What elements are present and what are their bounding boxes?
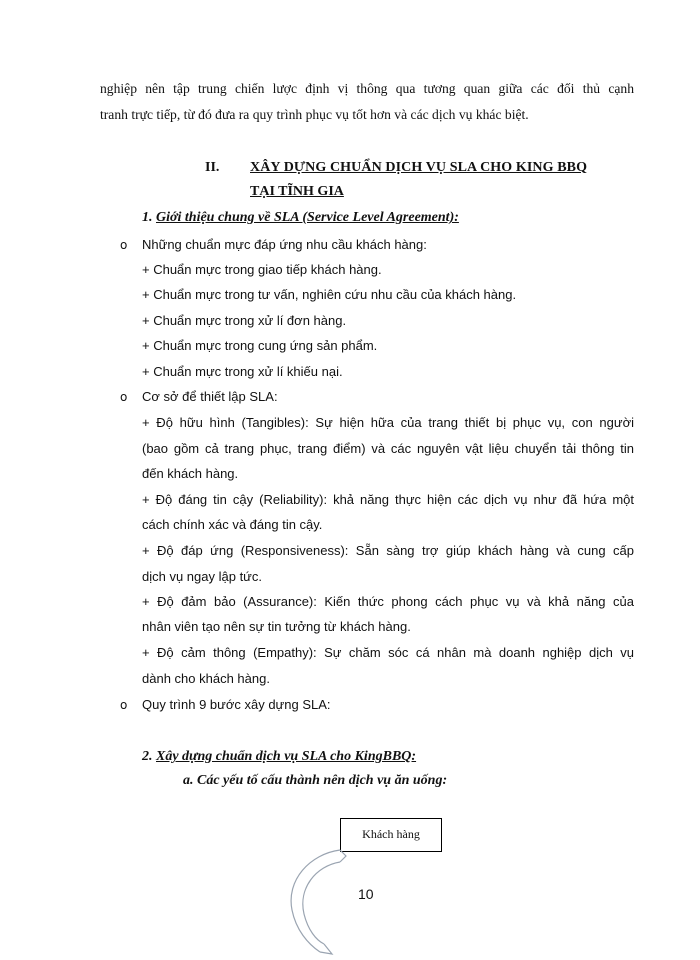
intro-line-1: nghiệp nên tập trung chiến lược định vị thông qua tương quan giữa các đối thủ cạnh	[100, 81, 634, 96]
responsiveness-line-2: dịch vụ ngay lập tức.	[142, 569, 262, 584]
standards-heading: Những chuẩn mực đáp ứng nhu cầu khách hàng:	[142, 237, 427, 252]
curved-arrow-icon	[270, 840, 350, 960]
subsection-2a-heading	[183, 772, 447, 790]
bullet-circle-icon: o	[120, 238, 128, 252]
basis-heading: Cơ sở để thiết lập SLA:	[142, 389, 278, 404]
reliability-line-2: cách chính xác và đáng tin cậy.	[142, 517, 323, 532]
standards-item: + Chuẩn mực trong giao tiếp khách hàng.	[142, 262, 382, 277]
empathy-line-1: + Độ cảm thông (Empathy): Sự chăm sóc cá nhân mà doanh nghiệp dịch vụ	[142, 645, 634, 660]
standards-item: + Chuẩn mực trong tư vấn, nghiên cứu nhu cầu của khách hàng.	[142, 287, 517, 302]
bullet-circle-icon: o	[120, 390, 128, 404]
assurance-line-1: + Độ đảm bảo (Assurance): Kiến thức phong cách phục vụ và khả năng của	[142, 594, 634, 609]
empathy-line-2: dành cho khách hàng.	[142, 671, 270, 686]
subsection-2a-letter: a.	[183, 773, 194, 788]
section-title-line-2: TẠI TĨNH GIA	[250, 184, 344, 199]
assurance-line-2: nhân viên tạo nên sự tin tưởng từ khách hàng.	[142, 619, 411, 634]
responsiveness-line-1: + Độ đáp ứng (Responsiveness): Sẵn sàng trợ giúp khách hàng và cung cấp	[142, 543, 634, 558]
subsection-2a-title: Các yếu tố cấu thành nên dịch vụ ăn uống:	[197, 773, 448, 788]
subsection-2-number: 2.	[142, 749, 153, 764]
tangibles-line-3: đến khách hàng.	[142, 466, 239, 481]
subsection-1-heading	[142, 209, 459, 227]
customer-box	[340, 818, 442, 852]
section-title-line-1: XÂY DỰNG CHUẨN DỊCH VỤ SLA CHO KING BBQ	[250, 160, 588, 175]
tangibles-line-1: + Độ hữu hình (Tangibles): Sự hiện hữa của trang thiết bị phục vụ, con người	[142, 415, 634, 430]
subsection-2-title: Xây dựng chuẩn dịch vụ SLA cho KingBBQ:	[156, 749, 417, 764]
section-numeral: II.	[205, 160, 220, 175]
page-number: 10	[358, 886, 374, 902]
process-heading: Quy trình 9 bước xây dựng SLA:	[142, 697, 331, 712]
standards-item: + Chuẩn mực trong xử lí khiếu nại.	[142, 364, 343, 379]
standards-item: + Chuẩn mực trong cung ứng sản phẩm.	[142, 338, 378, 353]
standards-item: + Chuẩn mực trong xử lí đơn hàng.	[142, 313, 347, 328]
tangibles-line-2: (bao gồm cả trang phục, trang điểm) và các nguyên vật liệu chuyển tải thông tin	[142, 441, 634, 456]
subsection-1-number: 1.	[142, 210, 153, 225]
reliability-line-1: + Độ đáng tin cậy (Reliability): khả năng thực hiện các dịch vụ như đã hứa một	[142, 492, 634, 507]
subsection-1-title: Giới thiệu chung về SLA (Service Level Agreement):	[156, 210, 459, 225]
subsection-2-heading	[142, 748, 416, 766]
customer-box-label: Khách hàng	[362, 827, 420, 841]
bullet-circle-icon: o	[120, 698, 128, 712]
intro-line-2: tranh trực tiếp, từ đó đưa ra quy trình phục vụ tốt hơn và các dịch vụ khác biệt.	[100, 107, 529, 122]
